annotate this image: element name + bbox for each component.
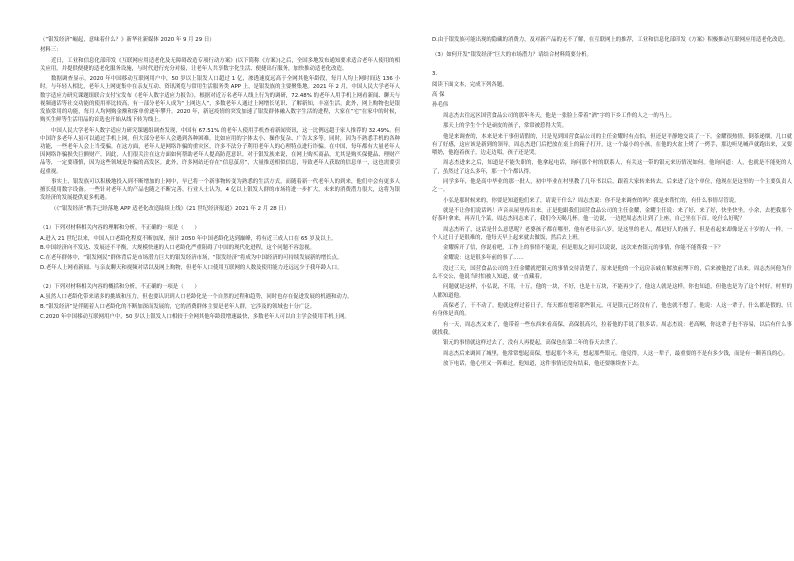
story-paragraph: 问题就是这样，小弘说，不用，十万，他的一块，不好，也是十万块，不能再少了，他这人就是这样，你也知道，但他也是为了这个村好，村里的人都知道他。 xyxy=(432,284,792,299)
story-paragraph: 金耀说：这是很多年前的事了…… xyxy=(443,255,524,262)
question-2-choice-a: A.虽然人口老龄化带来诸多的挑战和压力，但也要认识到人口老龄化是一个自然的过程和趋势，同时也存在促进发展的机遇和动力。 xyxy=(40,294,353,301)
question-1-choice-c: C.在老年群体中，“银发网民”群体背后是市场潜力巨大的银发经济市场，“银发经济”将成为中国经济的可持续发展新的增长点。 xyxy=(40,255,343,262)
story-paragraph: 高保老了，干不动了，他就这样过着日子，每天都在想着那些银元，可是银元已经没有了，他也就不想了。他说：人这一辈子，什么都是假的，只有身体是真的。 xyxy=(432,303,792,318)
question-1-choice-d: D.老年人上网看新闻、与亲友聊天和视频对话以及网上购物，但老年人口使用互联网的人数及使用能力还远远少于我年龄人口。 xyxy=(40,264,343,271)
question-1-choice-b: B.中国经济向不发达、发展还不平衡，大规模快速的人口老龄化严重阻碍了中国的现代化进程，这个问题不容忽视。 xyxy=(40,245,315,252)
question-1-stem: （1）下列对材料相关内容的理解和分析，不正确的一项是（ ） xyxy=(40,225,200,232)
story-paragraph: 放下电话，他心里又一阵难过，他知道，这件事情还没有结束，他还要继续查下去。 xyxy=(443,361,643,368)
right-column xyxy=(432,36,792,370)
question-2-choice-c: C.2020 年中国移动互联网用户中，50 岁以上银发人口相较于全网其他年龄段增速最快，多数老年人可以自主学会使用手机上网。 xyxy=(40,313,350,320)
question-2-choice-d: D.由于银发族可能出现的隐藏的消费力，及对新产品的无不了解，在互联网上的推荐，工业和信息化部印发《方案》积极推动互联网应用适老化改造。 xyxy=(432,37,789,43)
story-paragraph: 小弘是那时候来的，你要是知道他们来了，请说干什么？周志杰说：你不是来调查的吗？我是来帮忙的，有什么事情尽管说。 xyxy=(443,197,740,204)
question-1-choice-a: A.进入 21 世纪以来，中国人口老龄化程度不断加深，预计 2050 年中国老龄化达到巅峰，将有近三成人口在 65 岁及以上。 xyxy=(40,235,337,242)
story-paragraph: 周志杰去往远区国营食品公司的那年冬天，他是一张脸上带着“酒”字的下乡工作的人之一的马上。 xyxy=(443,112,675,119)
material-paragraph: 事实上，银发族可以积极地投入到不断增加的上网中，早已将一个新事物转变为熟悉的生活方式，而随着新一代老年人的到来，他们中会有更多人擅长使用数字设备。一些针对老年人的产品也随之不断完善。行业人士认为，4 亿以上银发人群的市场将进一步扩大，未来的消费潜力很大，这将为银发经济的发展提供更多机遇。 xyxy=(40,179,400,202)
section-3-instruction: 阅读下面文本，完成下列各题。 xyxy=(432,81,508,88)
story-title: 高 保 xyxy=(432,91,445,98)
story-paragraph: 周志杰进来之后，知道是不能失职的，他拿起电话，询问那个村的联系人，有关这一带的银元来历情况如何。他询问道：人，也就是不能死的人了，虽然过了这么多年，那一个个都认得。 xyxy=(432,160,792,175)
question-2-stem: （2）下列对材料相关内容的概括和分析，不正确的一项是（ ） xyxy=(40,283,200,290)
material-paragraph: 近日，工业和信息化部印发《互联网应用适老化及无障碍改造专项行动方案》(以下简称《方案》)之后，全国多地发布通知要求适合老年人使用的相关应用，并提供便捷的适老化服务设施，与时代进行充分对接，让老年人共享数字化生活、便捷出行服务，加快推动适老化改造。 xyxy=(40,57,400,72)
question-3-stem: （3）如何开发“银发经济”巨大的市场潜力？请结合材料简要分析。 xyxy=(432,51,592,58)
material-paragraph: 中国人民大学老年人数字适应力研究课题组调查发现，中国有 67.51% 的老年人使用手机查看新闻资讯，这一比例远超于家人推荐的 32.49%。但中国许多老年人虽可以通过手机上网，但大部分老年人会遇到各种困难，比如应用的字体太小、操作复杂、广告太多等。同时，因为不熟悉手机的各种功能，一些老年人会上当受骗。在这方面，老年人是网络诈骗的重灾区，许多不法分子利用老年人的心理特点进行诈骗。在中国，每年都有大量老年人因网络诈骗损失巨额财产。因此，人们很关注在这方面如何帮助老年人提高防范意识。对于银发族来说，在网上购买商品，尤其是购买保健品、理财产品等，一定要谨慎，因为这些领域是诈骗的高发区。此外，许多网站还存在“信息茧房”，大量推送相似信息，导致老年人获取的信息单一，这也需要引起重视。 xyxy=(40,127,400,175)
story-paragraph: 就是不让你们说话吗！声音从屋里传出来，正是他跟我们国营食品公司的主任金耀，金耀主任说：来了好，来了好，快坐快坐。小余，去把我那个好茶叶拿来，再弄几个菜，周志杰同志来了，我们今天喝几杯。他一边说，一边把周志杰让到了上座，自己坐在下首。吃什么好呢？ xyxy=(432,207,792,223)
source-citation: （《“银发经济”携手已经落地 APP 适老化改造陆续上线》《21 世纪经济报道》2021 年 2 月 28 日） xyxy=(51,205,290,212)
section-3-number: 3. xyxy=(432,71,438,78)
story-paragraph: 银元的事情就这样过去了，没有人再提起，高保也在第二年的春天去世了。 xyxy=(443,340,621,347)
material-paragraph: 数据调查显示，2020 年中国移动互联网用户中，50 岁以上银发人口超过 1 亿，渗透速度远高于全网其他年龄段，每月人均上网时间达 136 小时。与年轻人相比，老年人上网更集中在亲友互动、资讯浏览与常用生活服务类 APP 上，是银发族的主要聚集地。2021 年 2 月，中国人民大学老年人数字适应力研究课题组联合支付宝发布《老年人数字适应力报告》，根据对近万名老年人线上行为的调研，72.48% 的老年人用手机上网看新闻、聊天与视频通话等社交功能的使用率比较高，有一部分老年人成为“上网达人”，多数老年人通过上网增长见识、了解新知，丰富生活。此外，网上购物也是银发族常用的功能，每月人均网购金额和客单价逐年攀升。2020 年，新冠疫情的突发加速了银发群体融入数字生活的进程，大家在“宅”在家中的时候，购买生鲜等生活用品的首选也开始从线下转为线上。 xyxy=(40,76,400,124)
story-paragraph: 有一天，周志杰又来了，他带着一些东西来看高保，高保很高兴，拉着他的手说了很多话。周志杰说：老高啊，你这辈子也不容易，以后有什么事就找我。 xyxy=(432,321,792,336)
story-paragraph: 同学多年，他是高中毕业的那一批人，初中毕业在村里教了几年书以后，跟着大家转来转去，后来进了这个单位，他现在是这里的一个主要负责人之一。 xyxy=(432,178,792,194)
story-author: 孙毛伟 xyxy=(432,102,449,109)
question-2-choice-b: B.“银发经济”是伴随着人口老龄化的不断加深而发展的，它的消费群体主要是老年人群，它涉及的领域也十分广泛。 xyxy=(40,303,316,310)
story-paragraph: 他是来调查的，本来是来干事但请假的，只是见到国营食品公司的主任金耀时有点怕，但还是平静地交谈了一下。金耀很热情，倒茶递烟，几口就有了好感，这应该是新到的领导。周志杰进门后把放在桌上的箱子打开，这一个最小的小孩，在他的火盆上烤了一烤手，那边听见喊声就跑出来，又要喂奶，他抱着孩子，边走边唱，孩子还是哭。 xyxy=(432,133,792,156)
story-paragraph: 那天上的学生个个是顽皮的孩子，常常被惹得大笑。 xyxy=(443,123,567,130)
material-3-label: 材料三： xyxy=(40,47,62,54)
source-citation-top: （“银发经济”崛起，意味着什么？》新华社新媒体 2020 年 9 月 29 日） xyxy=(40,37,215,43)
story-paragraph: 周志杰听了，这话是什么意思呢？老婆孩子都在哪里，他有老母亲八岁，是这里的老人，都是好人的孩子，但是看起来却像是五十岁的人一样。一个人过日子是很难的，他每天早上起来就去做饭，然后去上班。 xyxy=(432,226,792,241)
story-paragraph: 金耀拆开了信，你说看吧，工作上的事情不能说，但是朋友之间可以说说，这次来查银元的事情，你能不能帮我一下？ xyxy=(443,245,724,252)
story-paragraph: 周志杰后来调回了城里，他常常想起高保，想起那个冬天，想起那些银元。他觉得，人这一辈子，最重要的不是有多少钱，而是有一颗善良的心。 xyxy=(443,350,789,357)
story-paragraph: 没过三天，国营食品公司的主任金耀就把银元的事情交待清楚了，原来是他的一个远房亲戚在解放前埋下的，后来被他挖了出来。周志杰问他为什么不交公，他说当时怕被人知道，就一直藏着。 xyxy=(432,265,792,281)
left-column xyxy=(40,36,400,323)
